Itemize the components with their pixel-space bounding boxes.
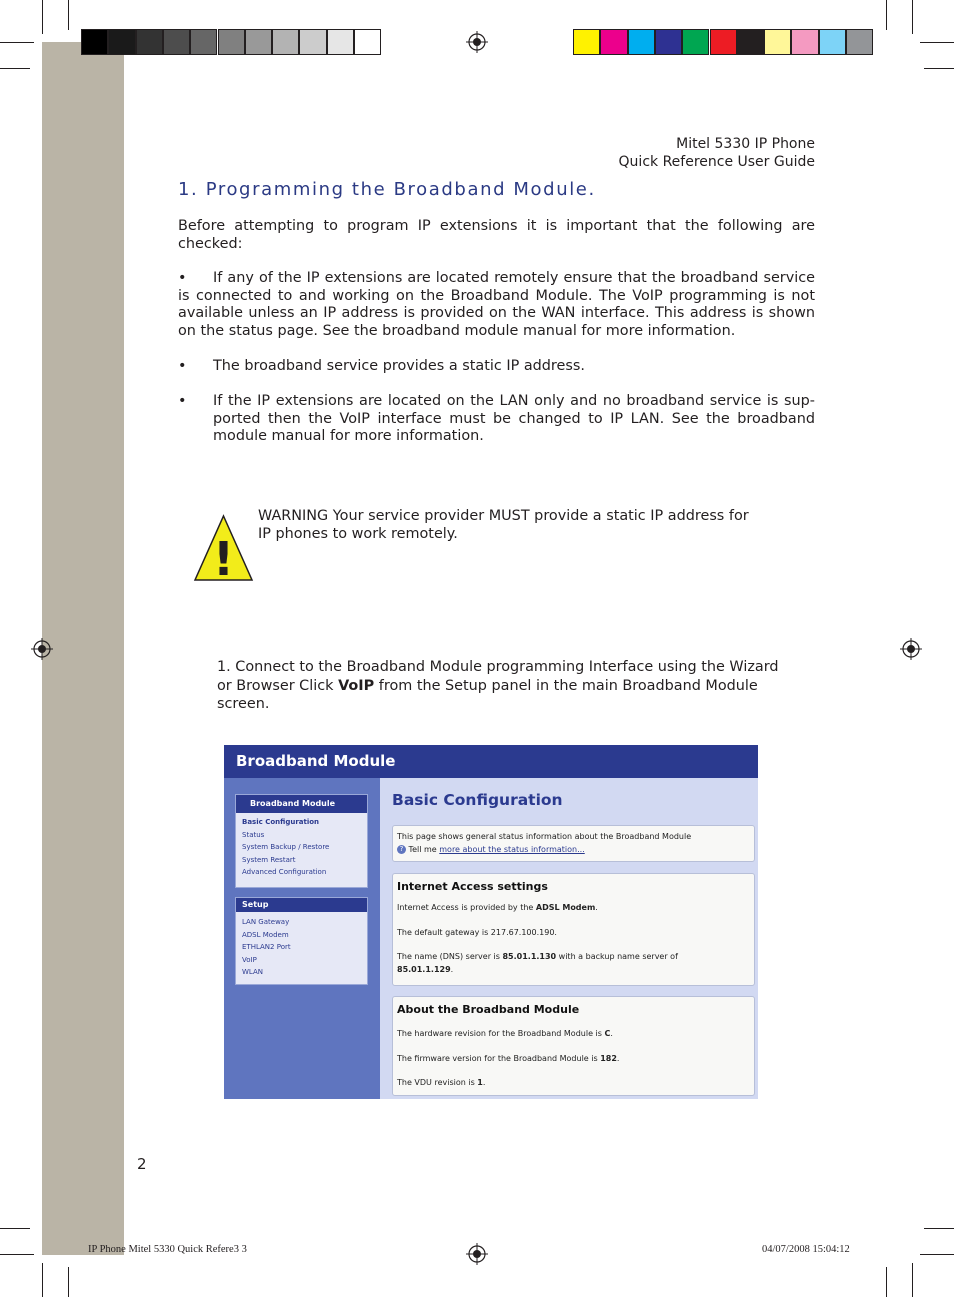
- nav-item-basic-configuration[interactable]: Basic Configuration: [242, 818, 320, 826]
- color-swatch: [682, 29, 709, 55]
- section-title: 1. Programming the Broadband Module.: [178, 179, 596, 200]
- about-box: [392, 996, 755, 1096]
- color-swatch: [819, 29, 846, 55]
- page-margin-band: [42, 42, 124, 1255]
- bullet-symbol: •: [178, 358, 187, 374]
- bullet-text: If the IP extensions are located on the LAN only and no broadband service is sup- ported then the VoIP interface must be changed to IP LAN. See the broadband module manual for more information.: [213, 393, 815, 444]
- color-swatch: [791, 29, 818, 55]
- color-swatch: [655, 29, 682, 55]
- box-text: Internet Access is provided by the ADSL Modem.: [397, 903, 598, 912]
- broadband-module-screenshot: [224, 745, 758, 1099]
- box-text: The name (DNS) server is 85.01.1.130 with a backup name server of: [397, 952, 678, 961]
- nav-item-status[interactable]: Status: [242, 830, 265, 839]
- color-swatch: [846, 29, 873, 55]
- color-swatch: [737, 29, 764, 55]
- color-swatch: [628, 29, 655, 55]
- nav-item-voip[interactable]: VoIP: [242, 955, 257, 964]
- box-text: The hardware revision for the Broadband Module is C.: [397, 1029, 613, 1038]
- warning-line: WARNING Your service provider MUST provide a static IP address for: [258, 508, 749, 524]
- color-swatch: [299, 29, 326, 55]
- bullet-symbol: •: [178, 270, 187, 286]
- header-guide: Quick Reference User Guide: [618, 154, 815, 170]
- step-text: or Browser Click: [217, 677, 339, 694]
- nav-item-backup-restore[interactable]: System Backup / Restore: [242, 843, 330, 851]
- registration-mark-icon: [31, 638, 53, 660]
- info-help-line: [393, 844, 754, 857]
- step-instruction: [217, 658, 807, 714]
- nav-panel-setup: [235, 897, 368, 985]
- box-heading: About the Broadband Module: [397, 1003, 580, 1016]
- color-swatch: [163, 29, 190, 55]
- color-swatch: [764, 29, 791, 55]
- warning-line: IP phones to work remotely.: [258, 526, 458, 542]
- box-text: 85.01.1.129.: [397, 964, 454, 974]
- color-swatch: [190, 29, 217, 55]
- warning-triangle-icon: [193, 514, 254, 582]
- color-swatch: [108, 29, 135, 55]
- screenshot-content: [380, 778, 758, 1099]
- color-swatch: [81, 29, 108, 55]
- registration-mark-icon: [466, 1243, 488, 1265]
- nav-item-lan-gateway[interactable]: LAN Gateway: [242, 918, 290, 926]
- nav-item-system-restart[interactable]: System Restart: [242, 855, 296, 864]
- nav-item-ethlan2-port[interactable]: ETHLAN2 Port: [242, 943, 291, 951]
- nav-item-adsl-modem[interactable]: ADSL Modem: [242, 930, 289, 939]
- registration-mark-icon: [466, 31, 488, 53]
- screenshot-page-title: Basic Configuration: [392, 791, 563, 809]
- screenshot-brand: Broadband Module: [236, 752, 396, 770]
- internet-access-box: [392, 873, 755, 986]
- color-swatch: [245, 29, 272, 55]
- nav-item-advanced-configuration[interactable]: Advanced Configuration: [242, 868, 327, 876]
- step-line: [217, 677, 807, 696]
- nav-panel-title: Broadband Module: [236, 795, 367, 813]
- document-header: [619, 135, 815, 171]
- status-info-link[interactable]: more about the status information...: [439, 844, 585, 854]
- screenshot-sidebar: [224, 778, 380, 1099]
- bullet-symbol: •: [178, 393, 187, 409]
- color-swatch: [218, 29, 245, 55]
- help-icon: ?: [397, 845, 406, 854]
- nav-item-wlan[interactable]: WLAN: [242, 968, 264, 976]
- info-text: This page shows general status information about the Broadband Module: [397, 832, 692, 841]
- color-swatch: [710, 29, 737, 55]
- step-line: 1. Connect to the Broadband Module programming Interface using the Wizard: [217, 659, 779, 675]
- nav-panel-main: [235, 794, 368, 888]
- screenshot-title-bar: [224, 745, 758, 778]
- color-swatch: [354, 29, 381, 55]
- step-text: from the Setup panel in the main Broadband Module: [374, 677, 758, 694]
- color-swatch: [573, 29, 600, 55]
- color-swatch: [327, 29, 354, 55]
- bullet-text: If any of the IP extensions are located remotely ensure that the broadband service is connected to and working on the Broadband Module. The VoIP programming is not available unless an IP address is provided on the WAN interface. This address is shown on the status page. See the broadband module manual for more information.: [178, 270, 815, 339]
- color-swatch: [136, 29, 163, 55]
- nav-panel-title: Setup: [236, 898, 367, 912]
- print-slug-file: IP Phone Mitel 5330 Quick Refere3 3: [88, 1244, 247, 1255]
- bullet-text: The broadband service provides a static IP address.: [213, 358, 585, 374]
- box-heading: Internet Access settings: [397, 880, 548, 893]
- help-text: Tell me: [408, 844, 440, 854]
- bullet-item: [178, 270, 815, 340]
- print-slug-date: 04/07/2008 15:04:12: [762, 1244, 850, 1255]
- info-box: [392, 825, 755, 862]
- voip-emphasis: VoIP: [338, 677, 375, 694]
- box-text: The default gateway is 217.67.100.190.: [397, 927, 557, 937]
- color-swatch: [272, 29, 299, 55]
- bullet-item: [178, 358, 815, 376]
- intro-paragraph: Before attempting to program IP extensions it is important that the following are checked:: [178, 218, 815, 252]
- page-number: 2: [137, 1155, 147, 1173]
- header-product: Mitel 5330 IP Phone: [676, 136, 815, 152]
- step-line: screen.: [217, 696, 270, 712]
- registration-mark-icon: [900, 638, 922, 660]
- color-swatch: [600, 29, 627, 55]
- warning-text: [258, 507, 778, 543]
- box-text: The firmware version for the Broadband Module is 182.: [397, 1053, 620, 1063]
- warning-mark: !: [213, 532, 234, 582]
- box-text: The VDU revision is 1.: [397, 1078, 486, 1087]
